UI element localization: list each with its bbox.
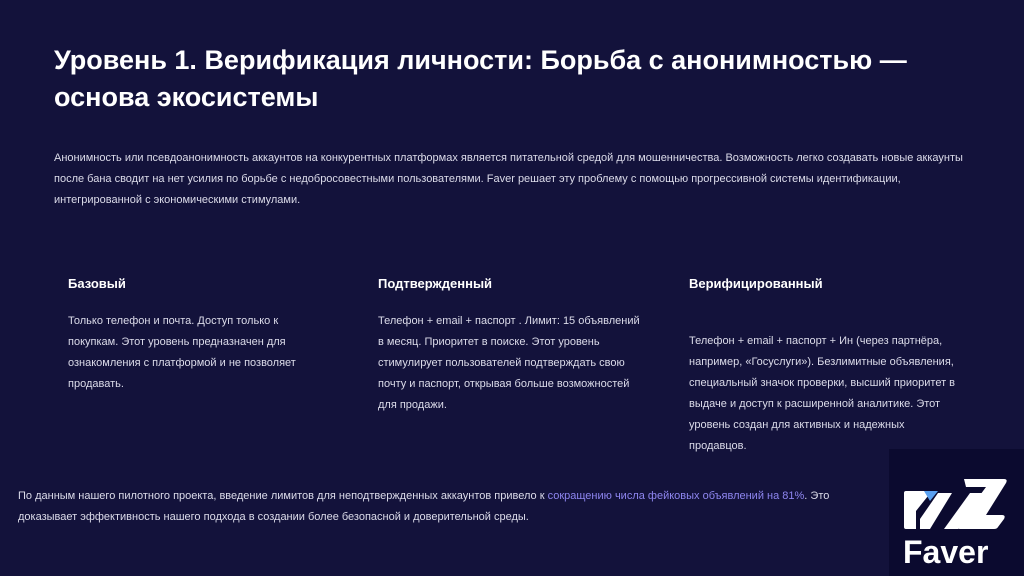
slide-title: Уровень 1. Верификация личности: Борьба с анонимностью — основа экосистемы: [54, 45, 907, 112]
footer-note: [18, 486, 878, 528]
level-basic-title: Базовый: [68, 276, 126, 291]
footer-highlight: сокращению числа фейковых объявлений на 81%: [547, 490, 805, 502]
level-confirmed: [378, 275, 648, 416]
level-verified-title: Верифицированный: [689, 276, 823, 291]
footer-text-before: По данным нашего пилотного проекта, введение лимитов для неподтвержденных аккаунтов привело к: [18, 490, 548, 502]
level-confirmed-title: Подтвержденный: [378, 276, 493, 291]
intro-paragraph: Анонимность или псевдоанонимность аккаунтов на конкурентных платформах является питательной средой для мошенничества. Возможность легко создавать новые аккаунты после бана сводит на нет усилия по борьбе с недобросовестными пользователями. Faver решает эту проблему с помощью прогрессивной системы идентификации, интегрированной с экономическими стимулами.: [54, 152, 963, 206]
faver-logo-icon: [900, 475, 1012, 533]
level-basic-text: Только телефон и почта. Доступ только к покупкам. Этот уровень предназначен для ознакомления с платформой и не позволяет продавать.: [68, 315, 296, 390]
footer-text-after: . Это доказывает эффективность нашего подхода в создании более безопасной и доверительной среды.: [18, 490, 830, 523]
faver-logo: [889, 449, 1024, 576]
level-verified-text: Телефон + email + паспорт + Ин (через партнёра, например, «Госуслуги»). Безлимитные объявления, специальный значок проверки, высший приоритет в выдаче и доступ к расширенной аналитике. Этот уровень создан для активных и надежных продавцов.: [689, 335, 956, 452]
level-confirmed-text: Телефон + email + паспорт . Лимит: 15 объявлений в месяц. Приоритет в поиске. Этот уровень стимулирует пользователей подтверждать свою почту и паспорт, открывая больше возможностей для продажи.: [378, 315, 640, 411]
level-verified: [689, 275, 959, 457]
faver-logo-text: Faver: [903, 534, 989, 570]
level-basic: [68, 275, 338, 395]
